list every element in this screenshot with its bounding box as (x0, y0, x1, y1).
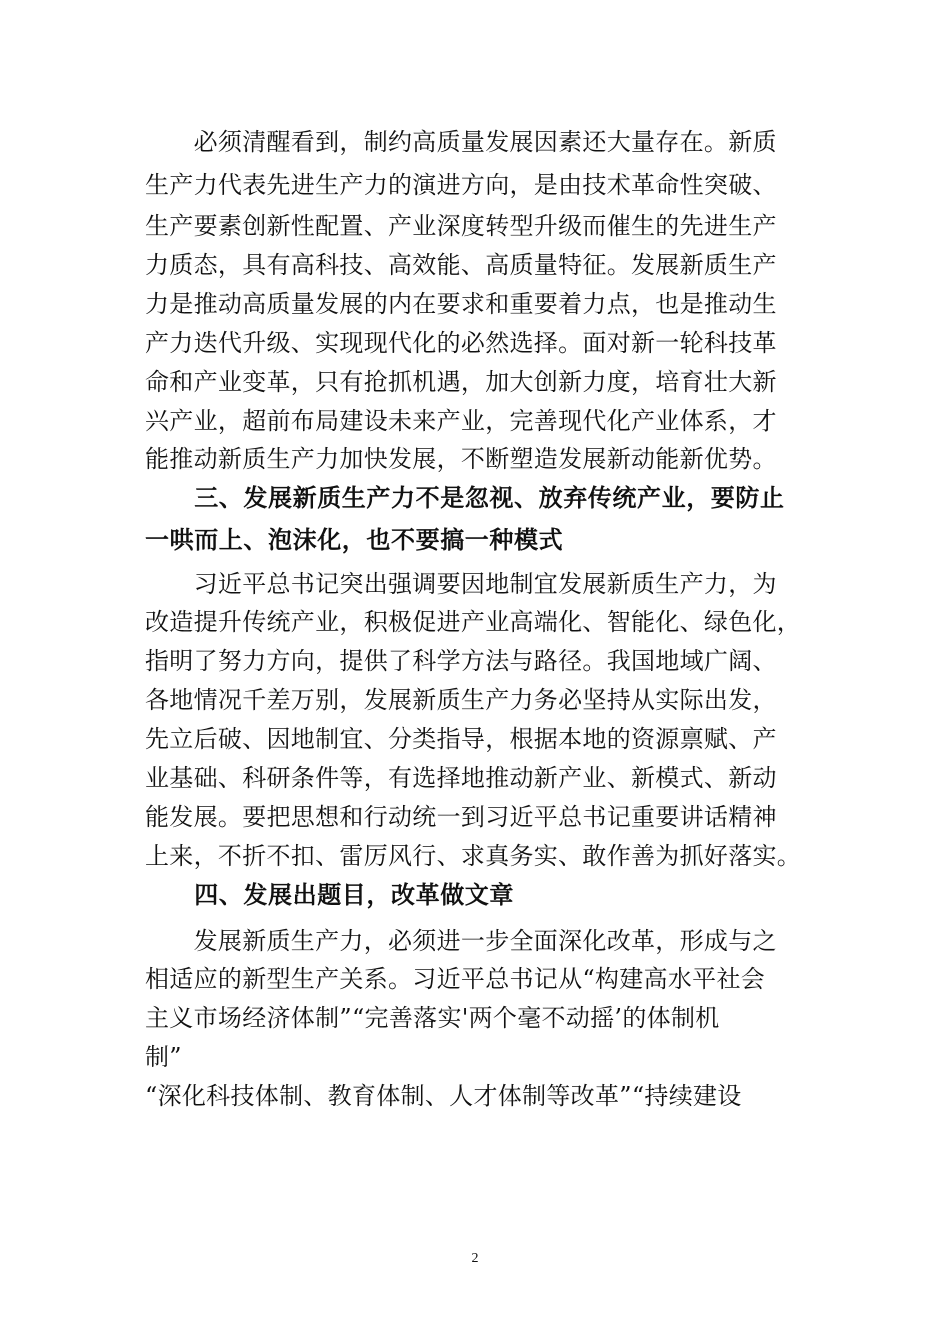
section-heading-line: 四、发展出题目，改革做文章 (145, 881, 514, 909)
body-text-line: 习近平总书记突出强调要因地制宜发展新质生产力，为 (145, 570, 777, 598)
page-number: 2 (471, 1251, 479, 1266)
body-text-line: 改造提升传统产业，积极促进产业高端化、智能化、绿色化， (145, 608, 802, 636)
body-text-line: 必须清醒看到，制约高质量发展因素还大量存在。新质 (145, 128, 777, 156)
section-heading-line: 一哄而上、泡沫化，也不要搞一种模式 (145, 526, 564, 554)
body-text-line: 主义市场经济体制”“完善落实'两个毫不动摇’的体制机 (145, 1004, 720, 1032)
section-heading-line: 三、发展新质生产力不是忽视、放弃传统产业，要防止 (145, 484, 785, 512)
body-text-line: 力是推动高质量发展的内在要求和重要着力点，也是推动生 (145, 290, 777, 318)
body-text-line: 兴产业，超前布局建设未来产业，完善现代化产业体系，才 (145, 407, 777, 435)
body-text-line: 力质态，具有高科技、高效能、高质量特征。发展新质生产 (145, 251, 777, 279)
body-text-line: 生产力代表先进生产力的演进方向，是由技术革命性突破、 (145, 171, 777, 199)
body-text-line: 业基础、科研条件等，有选择地推动新产业、新模式、新动 (145, 764, 777, 792)
body-text-line: 命和产业变革，只有抢抓机遇，加大创新力度，培育壮大新 (145, 368, 777, 396)
body-text-line: 先立后破、因地制宜、分类指导，根据本地的资源禀赋、产 (145, 725, 777, 753)
body-text-line: 相适应的新型生产关系。习近平总书记从“构建高水平社会 (145, 965, 766, 993)
body-text-line: 生产要素创新性配置、产业深度转型升级而催生的先进生产 (145, 212, 777, 240)
body-text-line: 各地情况千差万别，发展新质生产力务必坚持从实际出发， (145, 686, 777, 714)
body-text-line: 指明了努力方向，提供了科学方法与路径。我国地域广阔、 (145, 647, 777, 675)
body-text-line: “深化科技体制、教育体制、人才体制等改革”“持续建设 (145, 1082, 742, 1110)
body-text-line: 上来，不折不扣、雷厉风行、求真务实、敢作善为抓好落实。 (145, 842, 802, 870)
body-text-line: 制” (145, 1043, 182, 1071)
body-text-line: 发展新质生产力，必须进一步全面深化改革，形成与之 (145, 927, 777, 955)
body-text-line: 产力迭代升级、实现现代化的必然选择。面对新一轮科技革 (145, 329, 777, 357)
body-text-line: 能推动新质生产力加快发展，不断塑造发展新动能新优势。 (145, 445, 777, 473)
body-text-line: 能发展。要把思想和行动统一到习近平总书记重要讲话精神 (145, 803, 777, 831)
